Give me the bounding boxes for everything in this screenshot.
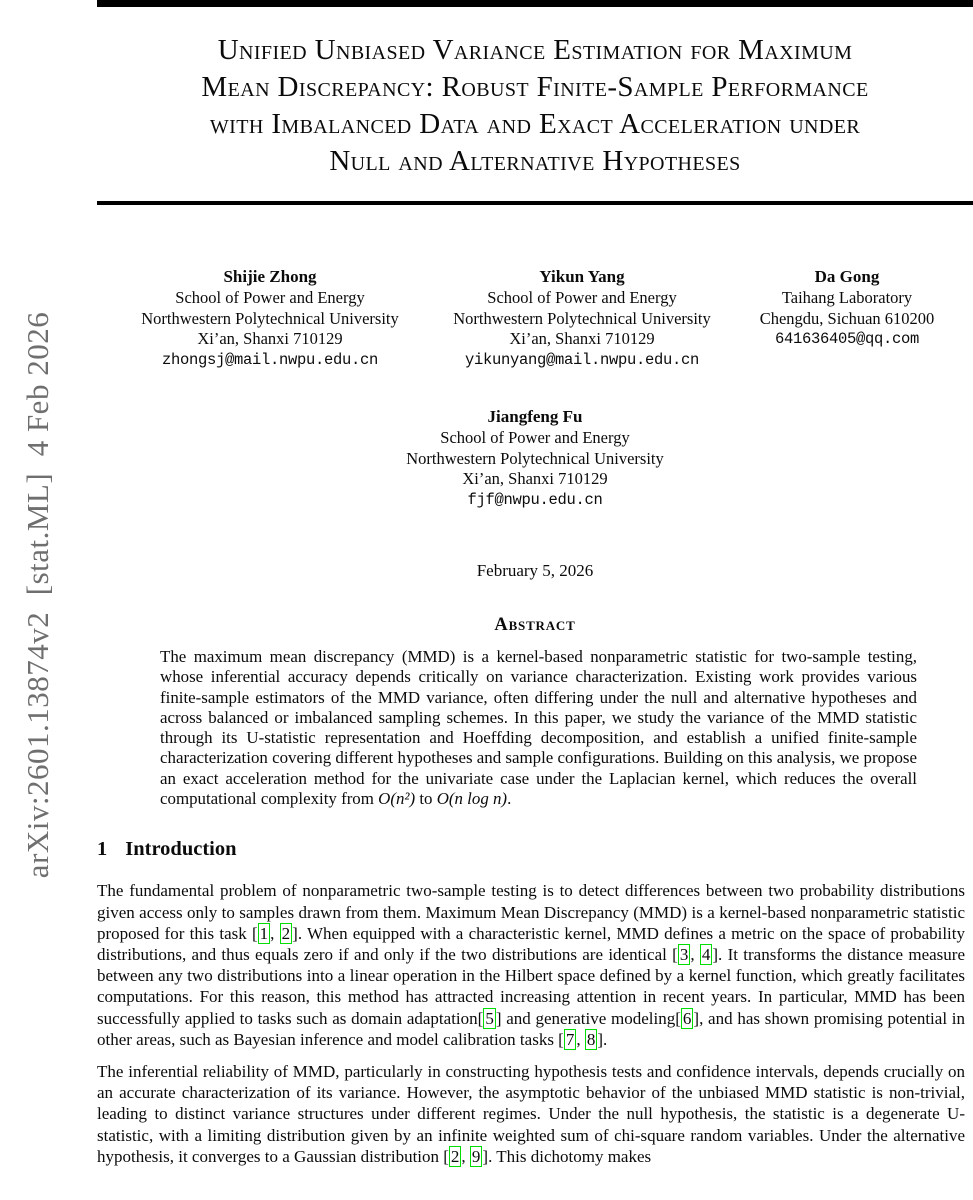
title-line: Null and Alternative Hypotheses [329,145,741,177]
text-run: The maximum mean discrepancy (MMD) is a kernel-based nonparametric statistic for two-sample testing, whose inferential accuracy depends critically on variance characterization. Existing work provides various finite-sample estimators of the MMD variance, often differing under the null and alternative hypotheses and across balanced or imbalanced sampling schemes. In this paper, we study the variance of the MMD statistic through its U-statistic representation and Hoeffding decomposition, and establish a unified finite-sample characterization covering different hypotheses and sample configurations. Building on this analysis, we propose an exact acceleration method for the univariate case under the Laplacian kernel, which reduces the overall computational complexity from [160,646,917,809]
author-affiliation-line: Xi’an, Shanxi 710129 [462,469,608,489]
author-name: Da Gong [814,267,880,286]
text-run: ]. This dichotomy makes [482,1146,652,1166]
title-line: Mean Discrepancy: Robust Finite-Sample Performance [201,71,869,103]
title-line: with Imbalanced Data and Exact Acceleration under [209,108,861,140]
author-affiliation-line: Chengdu, Sichuan 610200 [759,308,935,328]
math-inline: O(n²) [378,789,416,809]
citation-ref[interactable]: 6 [682,1008,692,1028]
author-email: yikunyang@mail.nwpu.edu.cn [464,351,700,370]
citation-ref[interactable]: 1 [259,923,269,943]
body-paragraph-2 [97,1061,965,1167]
citation-ref[interactable]: 2 [281,923,291,943]
title-rule [97,201,973,205]
author-affiliation-line: Northwestern Polytechnical University [453,308,711,328]
author-affiliation-line: School of Power and Energy [487,287,677,307]
author-affiliation-line: School of Power and Energy [175,287,365,307]
author-affiliation-line: Xi’an, Shanxi 710129 [509,329,655,349]
math-inline: O(n log n) [436,789,508,809]
author-block [721,267,973,371]
author-affiliation-line: School of Power and Energy [440,427,630,447]
publication-date: February 5, 2026 [476,560,594,580]
author-block [97,407,973,511]
author-block [97,267,443,371]
author-name: Shijie Zhong [223,267,317,286]
text-run: , [270,923,280,943]
text-run: . [507,789,512,809]
section-heading [97,838,973,861]
citation-ref[interactable]: 4 [701,944,711,964]
text-run: , [461,1146,470,1166]
author-name: Yikun Yang [539,267,625,286]
text-run: ]. [597,1029,608,1049]
paper-content [97,0,973,1167]
body-paragraph-1 [97,880,965,1050]
arxiv-watermark: arXiv:2601.13874v2 [stat.ML] 4 Feb 2026 [20,311,55,879]
citation-ref[interactable]: 2 [450,1146,460,1166]
text-run: ] and generative modeling[ [495,1008,681,1028]
author-affiliation-line: Northwestern Polytechnical University [406,448,664,468]
section-title: Introduction [125,838,237,861]
paper-title [97,32,973,180]
author-email: 641636405@qq.com [774,330,920,349]
abstract-text [160,647,917,809]
section-number: 1 [97,838,108,861]
text-run: , [576,1029,585,1049]
title-line: Unified Unbiased Variance Estimation for Maximum [217,34,853,66]
citation-ref[interactable]: 3 [679,944,689,964]
text-run: ]. It transforms the distance measure between any two distributions into a linear operation in the Hilbert space defined by a kernel function, which greatly facilitates computations. For this reason, this method has attracted increasing attention in recent years. In particular, MMD has been successfully applied to tasks such as domain adaptation[ [97,944,966,1028]
author-affiliation-line: Taihang Laboratory [781,287,913,307]
text-run: ]. When equipped with a characteristic kernel, MMD defines a metric on the space of probability distributions, and thus equals zero if and only if the two distributions are identical [ [97,923,966,964]
author-block [443,267,721,371]
author-name: Jiangfeng Fu [487,406,583,426]
top-rule [97,0,973,7]
authors-grid [97,267,973,371]
text-run: The fundamental problem of nonparametric two-sample testing is to detect differences between two probability distributions given access only to samples drawn from them. Maximum Mean Discrepancy (MMD) is a kernel-based nonparametric statistic proposed for this task [ [97,881,965,943]
author-email: zhongsj@mail.nwpu.edu.cn [161,351,379,370]
text-run: to [415,789,437,809]
text-run: , [690,944,700,964]
citation-ref[interactable]: 9 [471,1146,481,1166]
author-affiliation-line: Northwestern Polytechnical University [141,308,399,328]
citation-ref[interactable]: 8 [586,1029,596,1049]
text-run: ], and has shown promising potential in other areas, such as Bayesian inference and model calibration tasks [ [97,1008,965,1049]
text-run: The inferential reliability of MMD, particularly in constructing hypothesis tests and confidence intervals, depends crucially on an accurate characterization of its variance. However, the asymptotic behavior of the unbiased MMD statistic is non-trivial, leading to distinct variance structures under different regimes. Under the null hypothesis, the statistic is a degenerate U-statistic, with a limiting distribution given by an infinite weighted sum of chi-square random variables. Under the alternative hypothesis, it converges to a Gaussian distribution [ [97,1061,965,1166]
author-email: fjf@nwpu.edu.cn [467,491,603,510]
author-affiliation-line: Xi’an, Shanxi 710129 [197,329,343,349]
citation-ref[interactable]: 5 [485,1008,494,1028]
citation-ref[interactable]: 7 [565,1029,575,1049]
abstract-heading: Abstract [494,614,576,635]
